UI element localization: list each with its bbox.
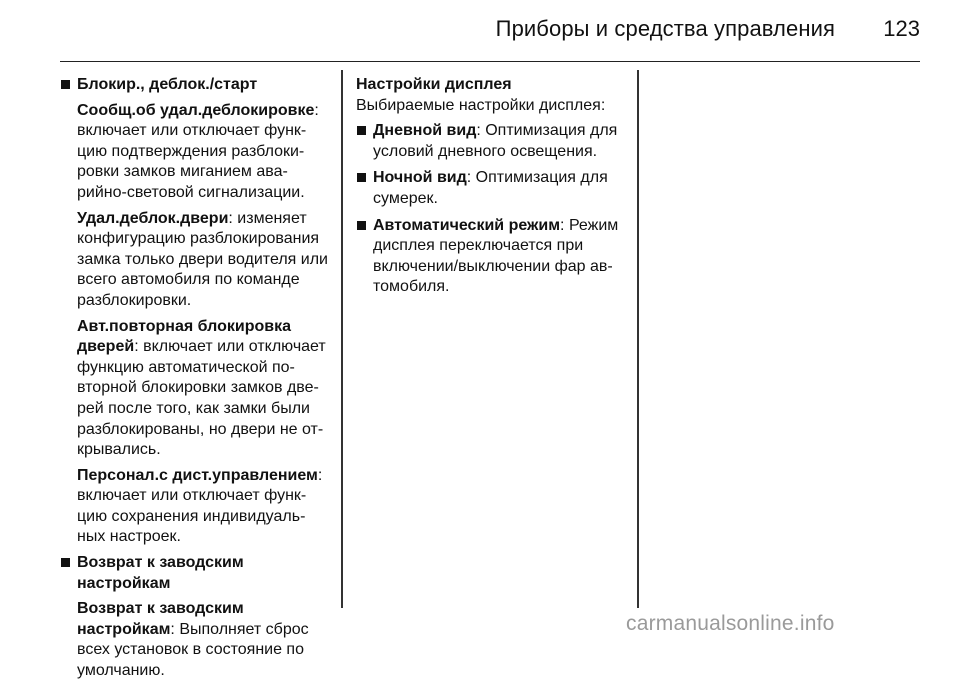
term: Ночной вид xyxy=(373,169,467,187)
bullet-night-mode xyxy=(356,168,626,209)
paragraph-auto-relock xyxy=(60,317,332,461)
description: : Режим дисплея переключается при включении/выключении фар ав-томобиля. xyxy=(373,216,619,296)
term: Авт.повторная блокировка дверей xyxy=(77,317,291,356)
term: Персонал.с дист.управлением xyxy=(77,466,318,484)
bullet-lock-unlock-start xyxy=(60,75,332,96)
page-title: Приборы и средства управления xyxy=(495,16,835,41)
description: : изменяет конфигурацию разблокирования замка только двери водителя или всего автомобиля по команде разблокировки. xyxy=(77,209,328,309)
description: : включает или отключает функцию автоматической по-вторной блокировки замков две-рей после того, как замки были разблокированы, но двери не от-крывались. xyxy=(77,338,326,459)
square-bullet-icon xyxy=(357,221,366,230)
bullet-auto-mode xyxy=(356,216,626,298)
term: Удал.деблок.двери xyxy=(77,209,229,227)
column-divider-left xyxy=(341,70,343,608)
square-bullet-icon xyxy=(61,558,70,567)
square-bullet-icon xyxy=(357,173,366,182)
page-number: 123 xyxy=(883,16,920,41)
description: : включает или отключает функ-цию сохранения индивидуаль-ных настроек. xyxy=(77,466,323,546)
watermark-text: carmanualsonline.info xyxy=(626,612,835,635)
column-divider-right xyxy=(637,70,639,608)
text-column-2 xyxy=(356,75,626,304)
description: : Оптимизация для сумерек. xyxy=(373,169,608,207)
description: : включает или отключает функ-цию подтверждения разблоки-ровки замков миганием ава-рийно-световой сигнализации. xyxy=(77,101,319,201)
page-header xyxy=(60,0,920,62)
description: : Выполняет сброс всех установок в состояние по умолчанию. xyxy=(77,620,309,680)
bullet-heading: Блокир., деблок./старт xyxy=(77,76,258,93)
square-bullet-icon xyxy=(61,80,70,89)
paragraph-factory-reset xyxy=(60,599,332,681)
section-heading-display-settings: Настройки дисплея xyxy=(356,76,512,93)
paragraph-remote-door-unlock xyxy=(60,209,332,312)
paragraph-remote-unlock-feedback xyxy=(60,101,332,204)
description: : Оптимизация для условий дневного освещения. xyxy=(373,122,618,160)
text-column-1 xyxy=(60,75,332,687)
term: Дневной вид xyxy=(373,122,477,140)
bullet-day-mode xyxy=(356,121,626,162)
square-bullet-icon xyxy=(357,126,366,135)
term: Автоматический режим xyxy=(373,216,561,234)
paragraph-remote-personalization xyxy=(60,466,332,548)
term: Сообщ.об удал.деблокировке xyxy=(77,101,315,119)
section-intro: Выбираемые настройки дисплея: xyxy=(356,96,606,114)
bullet-heading: Возврат к заводским настройкам xyxy=(77,554,244,592)
bullet-factory-reset xyxy=(60,553,332,594)
term: Возврат к заводским настройкам xyxy=(77,600,244,638)
